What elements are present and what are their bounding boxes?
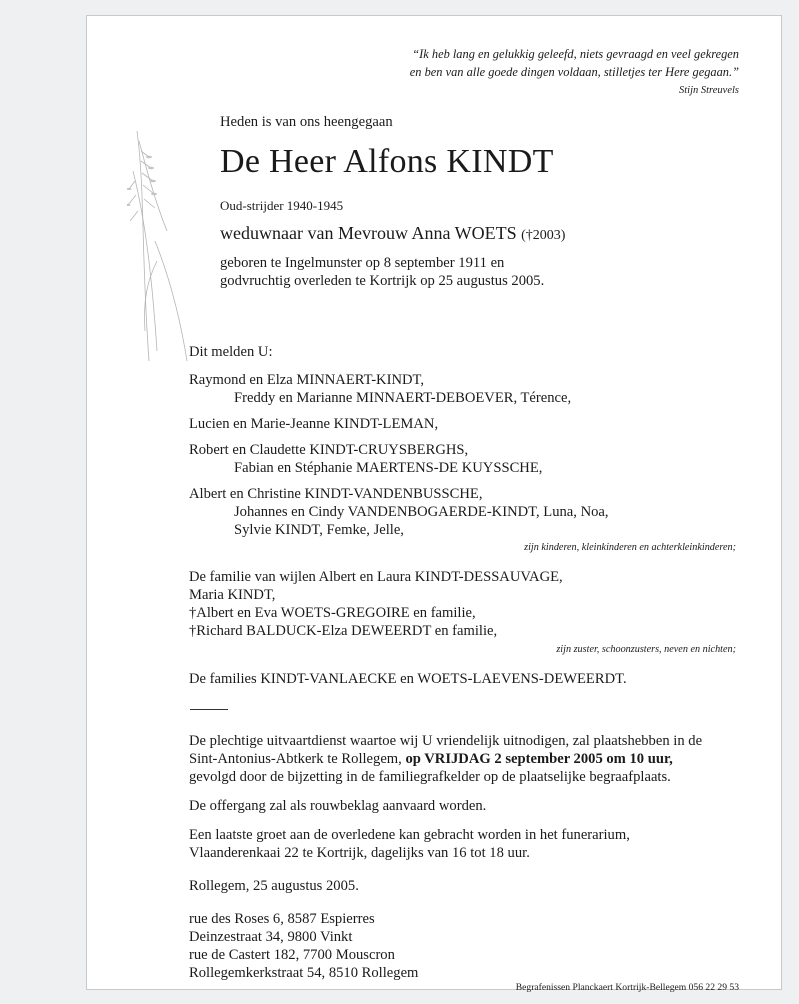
service-line-3: gevolgd door de bijzetting in de familiegrafkelder op de plaatselijke begraafplaats.: [189, 769, 671, 785]
family-line: Johannes en Cindy VANDENBOGAERDE-KINDT, Luna, Noa,: [234, 504, 609, 520]
veteran-text: Oud-strijder 1940-1945: [220, 198, 344, 213]
families-line: De families KINDT-VANLAECKE en WOETS-LAEVENS-DEWEERDT.: [189, 671, 627, 687]
section-divider: [190, 709, 228, 710]
family-line: Sylvie KINDT, Femke, Jelle,: [234, 522, 404, 538]
service-church: Sint-Antonius-Abtkerk te Rollegem,: [189, 751, 406, 767]
address-line: Rollegemkerkstraat 54, 8510 Rollegem: [189, 965, 419, 981]
family-line: †Richard BALDUCK-Elza DEWEERDT en familie,: [189, 623, 498, 639]
family-line: Albert en Christine KINDT-VANDENBUSSCHE,: [189, 486, 483, 502]
farewell-line-1: Een laatste groet aan de overledene kan gebracht worden in het funerarium,: [189, 827, 630, 843]
service-line-2: [189, 751, 673, 768]
offering-text: De offergang zal als rouwbeklag aanvaard worden.: [189, 798, 487, 814]
announce-text: Dit melden U:: [189, 344, 273, 360]
deceased-name: De Heer Alfons KINDT: [220, 143, 554, 180]
farewell-line-2: Vlaanderenkaai 22 te Kortrijk, dagelijks van 16 tot 18 uur.: [189, 845, 530, 861]
service-date: op VRIJDAG 2 september 2005 om 10 uur,: [405, 751, 673, 767]
quote-line-2: en ben van alle goede dingen voldaan, stilletjes ter Here gegaan.”: [409, 65, 739, 79]
address-line: rue des Roses 6, 8587 Espierres: [189, 911, 375, 927]
family-line: Fabian en Stéphanie MAERTENS-DE KUYSSCHE,: [234, 460, 543, 476]
family-line: Freddy en Marianne MINNAERT-DEBOEVER, Térence,: [234, 390, 572, 406]
family-line: †Albert en Eva WOETS-GREGOIRE en familie,: [189, 605, 476, 621]
siblings-caption: zijn zuster, schoonzusters, neven en nichten;: [556, 644, 736, 655]
quote-line-1: “Ik heb lang en gelukkig geleefd, niets gevraagd en veel gekregen: [412, 47, 739, 61]
spouse-year: (†2003): [521, 228, 566, 243]
address-line: Deinzestraat 34, 9800 Vinkt: [189, 929, 353, 945]
family-line: Lucien en Marie-Jeanne KINDT-LEMAN,: [189, 416, 439, 432]
family-line: Robert en Claudette KINDT-CRUYSBERGHS,: [189, 442, 469, 458]
family-line: Maria KINDT,: [189, 587, 276, 603]
funeral-home-footer: Begrafenissen Planckaert Kortrijk-Bellegem 056 22 29 53: [515, 982, 739, 993]
quote-author: Stijn Streuvels: [679, 85, 739, 96]
birth-text: geboren te Ingelmunster op 8 september 1911 en: [220, 255, 505, 271]
service-line-1: De plechtige uitvaartdienst waartoe wij U vriendelijk uitnodigen, zal plaatshebben in de: [189, 733, 703, 749]
family-line: Raymond en Elza MINNAERT-KINDT,: [189, 372, 425, 388]
address-line: rue de Castert 182, 7700 Mouscron: [189, 947, 395, 963]
family-line: De familie van wijlen Albert en Laura KINDT-DESSAUVAGE,: [189, 569, 563, 585]
spouse-text: weduwnaar van Mevrouw Anna WOETS: [220, 223, 517, 243]
place-date: Rollegem, 25 augustus 2005.: [189, 878, 359, 894]
children-caption: zijn kinderen, kleinkinderen en achterkleinkinderen;: [524, 542, 736, 553]
death-notice-card: [86, 15, 782, 993]
death-text: godvruchtig overleden te Kortrijk op 25 augustus 2005.: [220, 273, 545, 289]
spouse-line: [220, 223, 565, 244]
intro-text: Heden is van ons heengegaan: [220, 114, 393, 130]
